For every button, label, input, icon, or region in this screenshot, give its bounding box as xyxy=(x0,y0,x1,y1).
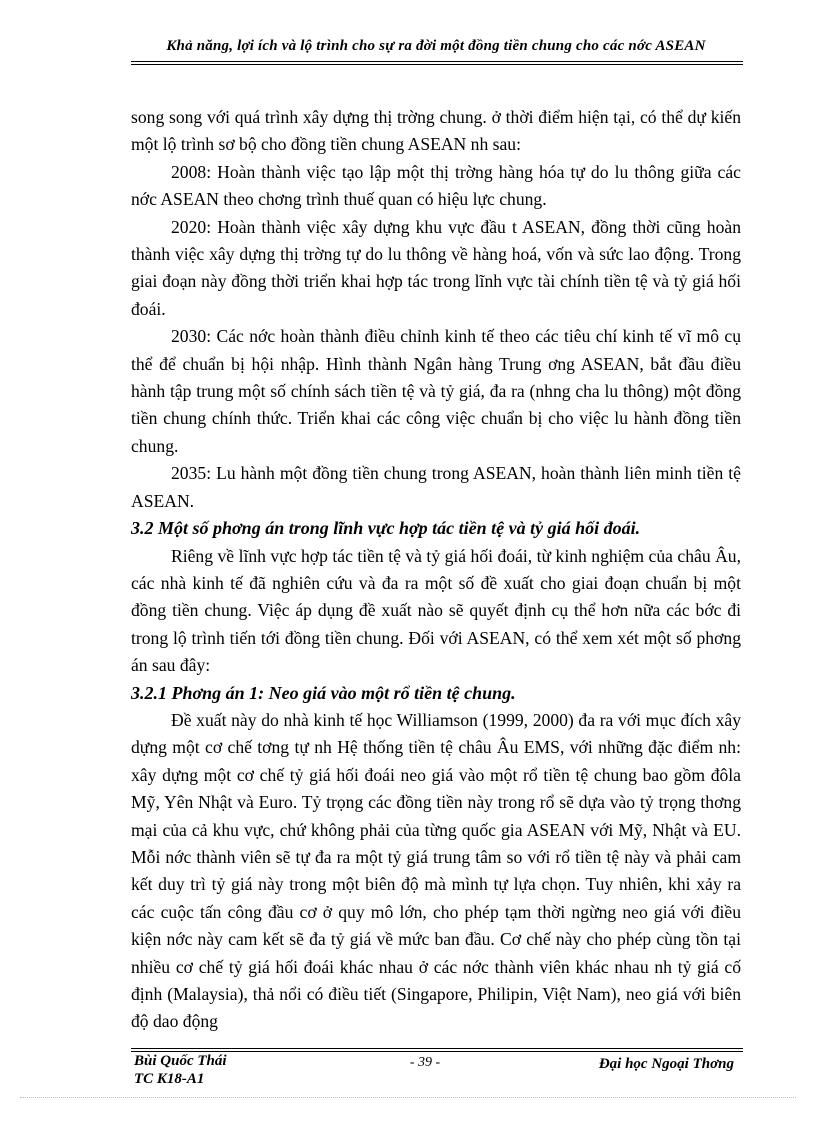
page-boundary xyxy=(20,1097,796,1098)
paragraph-option-1: Đề xuất này do nhà kinh tế học Williamson (1999, 2000) đa ra với mục đích xây dựng một cơ chế tơng tự nh Hệ thống tiền tệ châu Âu EMS, với những đặc điểm nh: xây dựng một cơ chế tỷ giá hối đoái neo giá vào một rổ tiền tệ chung bao gồm đôla Mỹ, Yên Nhật và Euro. Tỷ trọng các đồng tiền này trong rổ sẽ dựa vào tỷ trọng thơng mại của cả khu vực, chứ không phải của từng quốc gia ASEAN với Mỹ, Nhật và EU. Mỗi nớc thành viên sẽ tự đa ra một tỷ giá trung tâm so với rổ tiền tệ này và phải cam kết duy trì tỷ giá này trong một biên độ mà mình tự lựa chọn. Tuy nhiên, khi xảy ra các cuộc tấn công đầu cơ ở quy mô lớn, cho phép tạm thời ngừng neo giá với điều kiện nớc này cam kết sẽ đa tỷ giá về mức ban đầu. Cơ chế này cho phép cùng tồn tại nhiều cơ chế tỷ giá hối đoái khác nhau ở các nớc thành viên khác nhau nh tỷ giá cố định (Malaysia), thả nổi có điều tiết (Singapore, Philipin, Việt Nam), neo giá với biên độ dao động xyxy=(131,709,741,1032)
paragraph-2030: 2030: Các nớc hoàn thành điều chỉnh kinh tế theo các tiêu chí kinh tế vĩ mô cụ thể để chuẩn bị hội nhập. Hình thành Ngân hàng Trung ơng ASEAN, bắt đầu điều hành tập trung một số chính sách tiền tệ và tỷ giá, đa ra (nhng cha lu thông) một đồng tiền chung chính thức. Triển khai các công việc chuẩn bị cho việc lu hành đồng tiền chung. xyxy=(131,326,741,456)
paragraph-2020: 2020: Hoàn thành việc xây dựng khu vực đầu t ASEAN, đồng thời cũng hoàn thành việc xây dựng thị trờng tự do lu thông về hàng hoá, vốn và sức lao động. Trong giai đoạn này đồng thời triển khai hợp tác trong lĩnh vực tài chính tiền tệ và tỷ giá hối đoái. xyxy=(131,216,741,319)
paragraph-2035: 2035: Lu hành một đồng tiền chung trong ASEAN, hoàn thành liên minh tiền tệ ASEAN. xyxy=(131,463,741,511)
footer-school: Đại học Ngoại Thơng xyxy=(598,1056,734,1072)
paragraph-2008: 2008: Hoàn thành việc tạo lập một thị trờng hàng hóa tự do lu thông giữa các nớc ASEAN theo chơng trình thuế quan có hiệu lực chung. xyxy=(131,161,741,210)
page-number: - 39 - xyxy=(409,1055,441,1070)
running-header: Khả năng, lợi ích và lộ trình cho sự ra đời một đồng tiền chung cho các nớc ASEAN xyxy=(166,38,706,54)
footer-rule-secondary xyxy=(131,1051,743,1052)
footer-class: TC K18-A1 xyxy=(134,1071,205,1087)
paragraph-roadmap-intro: song song với quá trình xây dựng thị trờng chung. ở thời điểm hiện tại, có thể dự kiến một lộ trình sơ bộ cho đồng tiền chung ASEAN nh sau: xyxy=(131,107,741,155)
header-rule xyxy=(131,61,743,62)
document-body xyxy=(131,104,741,1036)
section-heading-3-2: 3.2 Một số phơng án trong lĩnh vực hợp tác tiền tệ và tỷ giá hối đoái. xyxy=(131,518,641,539)
footer-author: Bùi Quốc Thái xyxy=(134,1053,227,1069)
section-heading-3-2-1: 3.2.1 Phơng án 1: Neo giá vào một rổ tiền tệ chung. xyxy=(131,682,516,703)
header-rule-secondary xyxy=(131,64,743,65)
paragraph-section-intro: Riêng về lĩnh vực hợp tác tiền tệ và tỷ giá hối đoái, từ kinh nghiệm của châu Âu, các nhà kinh tế đã nghiên cứu và đa ra một số đề xuất cho giai đoạn chuẩn bị một đồng tiền chung. Việc áp dụng đề xuất nào sẽ quyết định cụ thể hơn nữa các bớc đi trong lộ trình tiến tới đồng tiền chung. Đối với ASEAN, có thể xem xét một số phơng án sau đây: xyxy=(131,545,741,676)
footer-rule xyxy=(131,1048,743,1049)
